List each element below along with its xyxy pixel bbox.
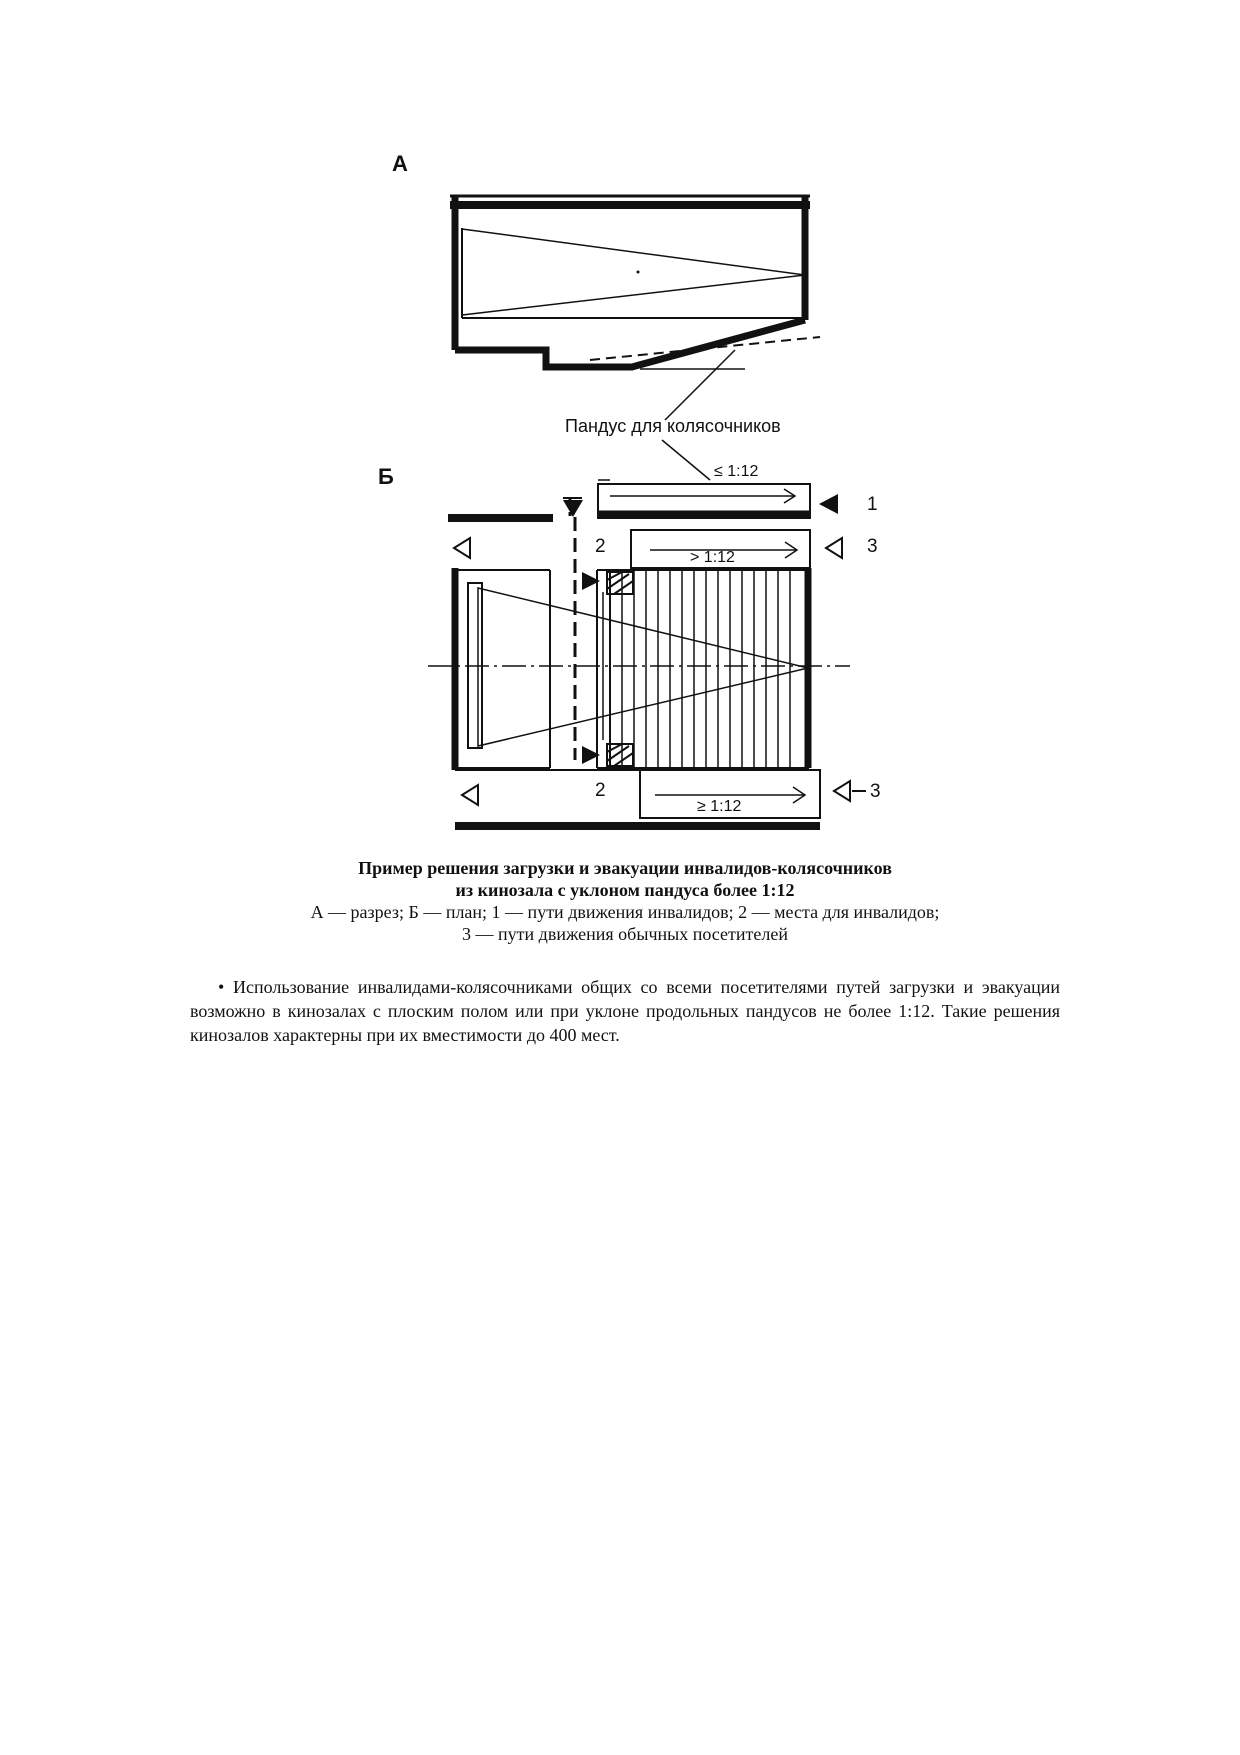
marker-1-label: 1 (867, 494, 878, 515)
ramp-label: Пандус для колясочников (565, 416, 781, 436)
hollow-triangle-marker-icon (834, 781, 850, 801)
body-paragraph: • Использование инвалидами-колясочниками общих со всеми посетителями путей загрузки и эвакуации возможно в кинозалах с плоским полом или при уклоне продольных пандусов не более 1:12. Такие решения кинозалов характерны при их вместимости до 400 мест. (190, 977, 1060, 1045)
figure-caption (190, 857, 1060, 945)
bottom-aisle (455, 770, 820, 826)
caption-legend-line-1: А — разрез; Б — план; 1 — пути движения инвалидов; 2 — места для инвалидов; (310, 902, 940, 922)
filled-triangle-marker-icon (819, 494, 838, 514)
slope-label-top: ≤ 1:12 (714, 463, 759, 480)
caption-title-line-2: из кинозала с уклоном пандуса более 1:12 (455, 880, 795, 900)
section-a-label: А (392, 151, 408, 176)
marker-2-top-label: 2 (595, 536, 606, 557)
slope-label-bottom: ≥ 1:12 (697, 798, 742, 815)
slope-label-middle: > 1:12 (690, 549, 735, 566)
marker-3-top-label: 3 (867, 536, 878, 557)
section-a-drawing (450, 196, 820, 480)
section-b-drawing (428, 480, 850, 770)
caption-title-line-1: Пример решения загрузки и эвакуации инвалидов-колясочников (358, 858, 892, 878)
marker-2-bottom-label: 2 (595, 780, 606, 801)
seating-rows (597, 570, 808, 768)
figure-drawing (0, 0, 1240, 850)
hollow-triangle-marker-icon (826, 538, 842, 558)
caption-legend-line-2: 3 — пути движения обычных посетителей (462, 924, 788, 944)
section-b-label: Б (378, 464, 394, 489)
hollow-triangle-marker-icon (462, 785, 478, 805)
hollow-triangle-marker-icon (454, 538, 470, 558)
marker-3-bottom-label: 3 (870, 781, 881, 802)
arrow-down-icon (563, 500, 583, 517)
